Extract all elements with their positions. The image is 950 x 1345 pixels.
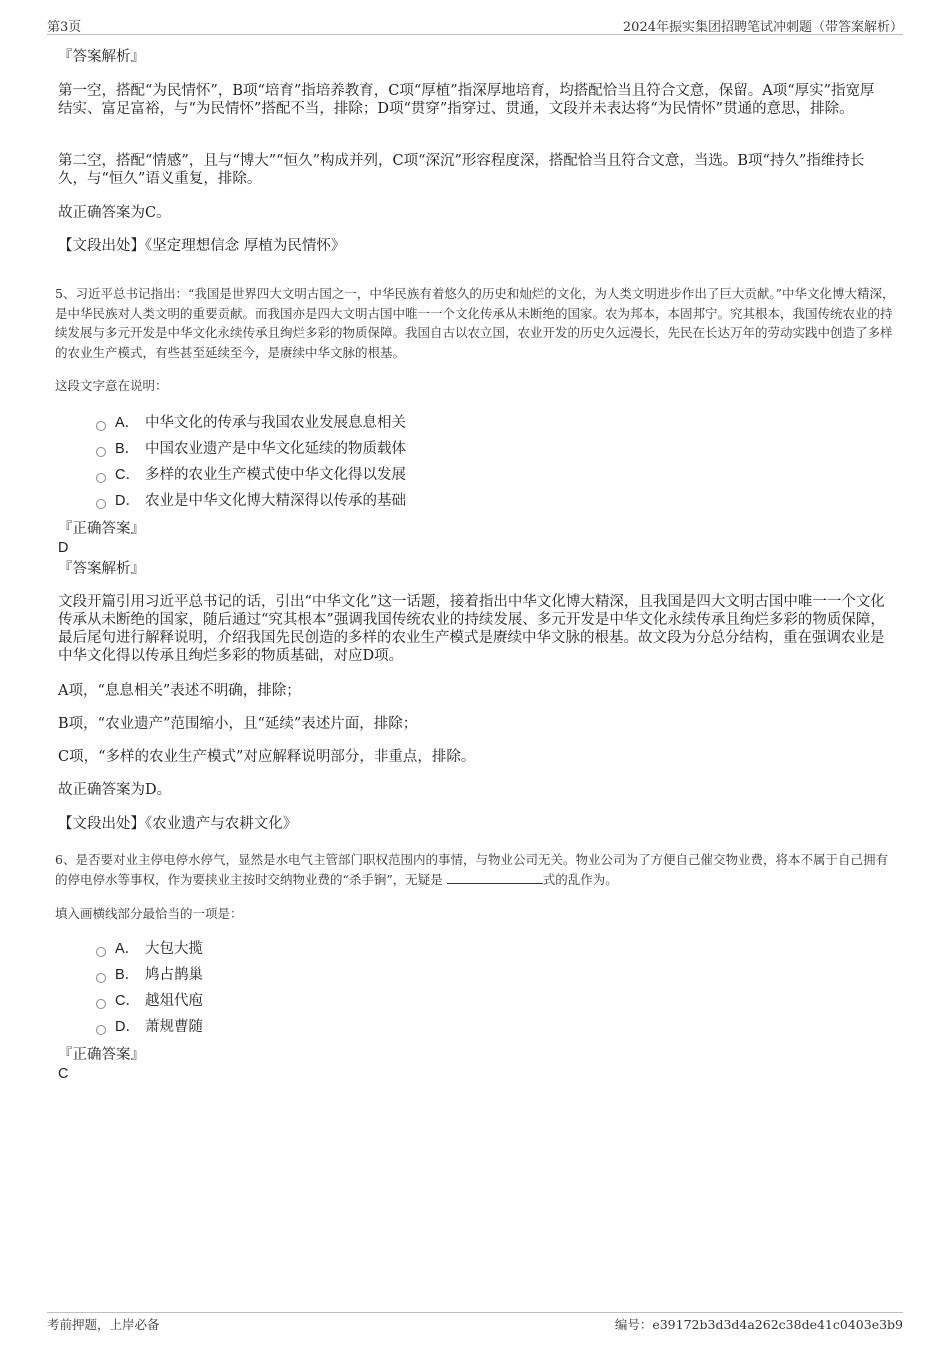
page-number: 第3页	[47, 20, 82, 35]
option-letter: D．	[115, 1019, 140, 1035]
q6-answer-label: 『正确答案』	[58, 1047, 145, 1063]
option-text: 中华文化的传承与我国农业发展息息相关	[145, 415, 406, 431]
page-footer	[47, 1312, 903, 1333]
q5-option-a[interactable]	[96, 412, 406, 434]
option-letter: A．	[115, 415, 140, 431]
radio-icon[interactable]	[96, 947, 106, 957]
q6-option-b[interactable]	[96, 964, 203, 986]
option-text: 越俎代庖	[145, 993, 203, 1009]
option-letter: D．	[115, 493, 140, 509]
q5-question: 这段文字意在说明：	[55, 378, 168, 393]
q5-note-b: B项，“农业遗产”范围缩小，且“延续”表述片面，排除；	[58, 716, 418, 732]
footer-slogan: 考前押题，上岸必备	[47, 1317, 160, 1332]
q6-question: 填入画横线部分最恰当的一项是：	[55, 906, 243, 921]
q4-analysis-label: 『答案解析』	[58, 49, 145, 65]
fill-blank	[447, 871, 543, 884]
q4-source: 【文段出处】《坚定理想信念 厚植为民情怀》	[58, 238, 346, 254]
q5-stem: 5、习近平总书记指出：“我国是世界四大文明古国之一，中华民族有着悠久的历史和灿烂的文化，为人类文明进步作出了巨大贡献。”中华文化博大精深，是中华民族对人类文明的重要贡献。而我国亦是四大文明古国中唯一一个文化传承从未断绝的国家。农为邦本，本固邦宁。究其根本，我国传统农业的持续发展与多元开发是中华文化永续传承且绚烂多彩的物质保障。我国自古以农立国，农业开发的历史久远漫长，先民在长达万年的劳动实践中创造了多样的农业生产模式，有些甚至延续至今，是赓续中华文脉的根基。	[55, 286, 895, 360]
q4-analysis-paragraph-2: 第二空，搭配“情感”，且与“博大”“恒久”构成并列，C项“深沉”形容程度深，搭配恰当且符合文意，当选。B项“持久”指维持长久，与“恒久”语义重复，排除。	[58, 153, 865, 187]
q5-analysis: 文段开篇引用习近平总书记的话，引出“中华文化”这一话题，接着指出中华文化博大精深，且我国是四大文明古国中唯一一个文化传承从未断绝的国家，随后通过“究其根本”强调我国传统农业的持续发展、多元开发是中华文化永续传承且绚烂多彩的物质保障，最后尾句进行解释说明，介绍我国先民创造的多样的农业生产模式是赓续中华文脉的根基。故文段为分总分结构，重在强调农业是中华文化得以传承且绚烂多彩的物质基础，对应D项。	[58, 594, 885, 664]
option-text: 大包大揽	[145, 941, 203, 957]
option-letter: A．	[115, 941, 140, 957]
q6-stem-after: 式的乱作为。	[542, 871, 618, 887]
q5-option-d[interactable]	[96, 490, 406, 512]
option-letter: C．	[115, 993, 140, 1009]
q6-stem	[55, 850, 895, 889]
q5-note-c: C项，“多样的农业生产模式”对应解释说明部分，非重点，排除。	[58, 749, 476, 765]
radio-icon[interactable]	[96, 973, 106, 983]
q6-answer: C	[58, 1066, 69, 1082]
option-letter: B．	[115, 441, 140, 457]
radio-icon[interactable]	[96, 447, 106, 457]
q6-option-a[interactable]	[96, 938, 203, 960]
q5-note-a: A项，“息息相关”表述不明确，排除；	[58, 683, 301, 699]
option-text: 农业是中华文化博大精深得以传承的基础	[145, 493, 406, 509]
q4-conclusion: 故正确答案为C。	[58, 205, 171, 221]
q6-option-d[interactable]	[96, 1016, 203, 1038]
page-header	[47, 14, 903, 35]
option-letter: C．	[115, 467, 140, 483]
radio-icon[interactable]	[96, 473, 106, 483]
option-text: 中国农业遗产是中华文化延续的物质载体	[145, 441, 406, 457]
q5-answer: D	[58, 540, 69, 556]
q4-analysis-paragraph-1: 第一空，搭配“为民情怀”，B项“培育”指培养教育，C项“厚植”指深厚地培育，均搭配恰当且符合文意，保留。A项“厚实”指宽厚结实、富足富裕，与“为民情怀”搭配不当，排除；D项“贯穿”指穿过、贯通，文段并未表达将“为民情怀”贯通的意思，排除。	[58, 83, 875, 117]
radio-icon[interactable]	[96, 421, 106, 431]
option-text: 鸠占鹊巢	[145, 967, 203, 983]
radio-icon[interactable]	[96, 999, 106, 1009]
q5-source: 【文段出处】《农业遗产与农耕文化》	[58, 816, 298, 832]
q6-stem-before: 6、是否要对业主停电停水停气，显然是水电气主管部门职权范围内的事情，与物业公司无关。物业公司为了方便自己催交物业费，将本不属于自己拥有的停电停水等事权，作为要挟业主按时交纳物业费的“杀手锏”，无疑是	[55, 852, 888, 887]
q5-option-b[interactable]	[96, 438, 406, 460]
option-text: 萧规曹随	[145, 1019, 203, 1035]
q5-option-c[interactable]	[96, 464, 406, 486]
radio-icon[interactable]	[96, 1025, 106, 1035]
document-title: 2024年振实集团招聘笔试冲刺题（带答案解析）	[622, 20, 903, 35]
q5-answer-label: 『正确答案』	[58, 521, 145, 537]
radio-icon[interactable]	[96, 499, 106, 509]
option-letter: B．	[115, 967, 140, 983]
q5-conclusion: 故正确答案为D。	[58, 782, 172, 798]
footer-id: 编号：e39172b3d3d4a262c38de41c0403e3b9	[614, 1317, 903, 1332]
option-text: 多样的农业生产模式使中华文化得以发展	[145, 467, 406, 483]
q6-option-c[interactable]	[96, 990, 203, 1012]
q5-analysis-label: 『答案解析』	[58, 561, 145, 577]
